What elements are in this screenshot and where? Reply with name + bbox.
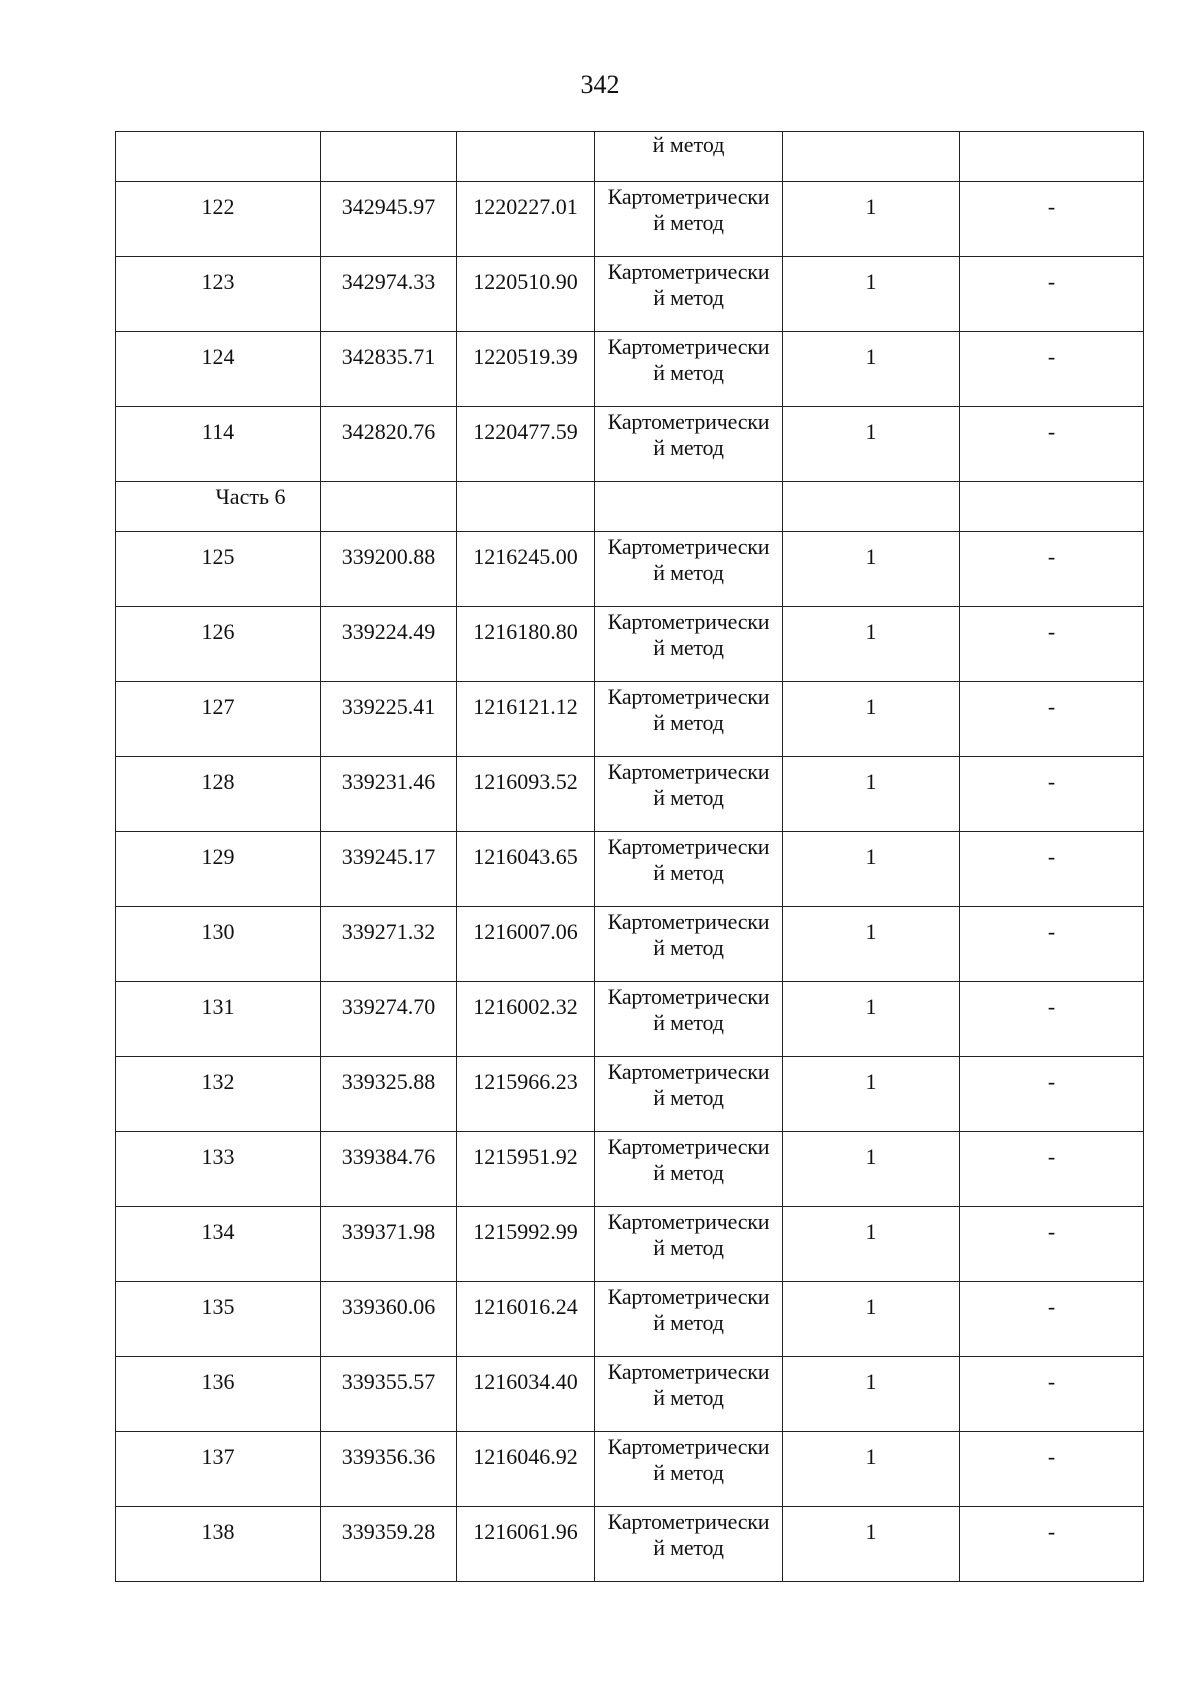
description-value: - — [1047, 344, 1056, 369]
accuracy-cell — [783, 607, 960, 682]
y-value: 1220477.59 — [473, 419, 578, 444]
point-value: 114 — [201, 419, 235, 444]
accuracy-value: 1 — [865, 769, 877, 794]
accuracy-value: 1 — [865, 269, 877, 294]
description-value: - — [1047, 269, 1056, 294]
y-value: 1216093.52 — [473, 769, 578, 794]
accuracy-value: 1 — [865, 419, 877, 444]
point-value: 135 — [201, 1294, 235, 1319]
x-cell — [321, 607, 457, 682]
y-value: 1220510.90 — [473, 269, 578, 294]
x-value: 339231.46 — [341, 769, 436, 794]
x-cell — [321, 907, 457, 982]
method-line-2: й метод — [653, 1160, 724, 1185]
description-value: - — [1047, 994, 1056, 1019]
x-cell — [321, 982, 457, 1057]
table-row — [116, 1207, 1144, 1282]
point-value: 132 — [201, 1069, 235, 1094]
description-value: - — [1047, 1144, 1056, 1169]
accuracy-cell — [783, 407, 960, 482]
accuracy-value: 1 — [865, 1294, 877, 1319]
method-text — [595, 1132, 782, 1186]
method-text — [595, 1207, 782, 1261]
accuracy-value: 1 — [865, 1519, 877, 1544]
x-cell — [321, 1507, 457, 1582]
table-row — [116, 1282, 1144, 1357]
description-value: - — [1047, 769, 1056, 794]
method-cell — [595, 1057, 783, 1132]
method-text — [595, 832, 782, 886]
method-text — [595, 532, 782, 586]
method-text — [595, 982, 782, 1036]
y-cell — [457, 1507, 595, 1582]
accuracy-cell — [783, 1132, 960, 1207]
y-cell — [457, 1132, 595, 1207]
method-line-2: й метод — [653, 1085, 724, 1110]
method-cell — [595, 1282, 783, 1357]
point-value: 129 — [201, 844, 235, 869]
accuracy-cell — [783, 1507, 960, 1582]
method-cell — [595, 182, 783, 257]
description-cell — [960, 832, 1144, 907]
part-label: Часть 6 — [215, 484, 286, 509]
table-row — [116, 532, 1144, 607]
method-cell — [595, 832, 783, 907]
method-line-1: Картометрически — [607, 184, 770, 209]
y-cell — [457, 332, 595, 407]
table-row — [116, 682, 1144, 757]
x-cell — [321, 1432, 457, 1507]
method-cell — [595, 1207, 783, 1282]
description-cell — [960, 1207, 1144, 1282]
accuracy-value: 1 — [865, 694, 877, 719]
accuracy-value: 1 — [865, 994, 877, 1019]
accuracy-cell — [783, 1207, 960, 1282]
x-value: 339224.49 — [341, 619, 436, 644]
accuracy-value: 1 — [865, 619, 877, 644]
description-cell — [960, 1507, 1144, 1582]
description-value: - — [1047, 419, 1056, 444]
point-value: 126 — [201, 619, 235, 644]
description-value: - — [1047, 194, 1056, 219]
method-cell — [595, 332, 783, 407]
y-cell — [457, 832, 595, 907]
method-line-1: Картометрически — [607, 1059, 770, 1084]
y-cell — [457, 407, 595, 482]
point-value: 123 — [201, 269, 235, 294]
method-cell — [595, 907, 783, 982]
point-cell — [116, 1132, 321, 1207]
x-cell — [321, 1207, 457, 1282]
accuracy-cell — [783, 907, 960, 982]
table-row — [116, 607, 1144, 682]
method-line-2: й метод — [653, 210, 724, 235]
x-cell — [321, 1357, 457, 1432]
method-line-1: Картометрически — [607, 684, 770, 709]
x-value: 339359.28 — [341, 1519, 436, 1544]
accuracy-cell — [783, 1282, 960, 1357]
method-line-2: й метод — [653, 860, 724, 885]
table-body — [116, 132, 1144, 1582]
method-line-2: й метод — [653, 1535, 724, 1560]
description-cell — [960, 1357, 1144, 1432]
point-value: 134 — [201, 1219, 235, 1244]
method-cell — [595, 132, 783, 182]
x-value: 342820.76 — [341, 419, 436, 444]
description-cell — [960, 1132, 1144, 1207]
part-header-row — [116, 482, 1144, 532]
x-cell — [321, 1282, 457, 1357]
point-value: 122 — [201, 194, 235, 219]
accuracy-value: 1 — [865, 1444, 877, 1469]
accuracy-cell — [783, 182, 960, 257]
description-cell — [960, 982, 1144, 1057]
point-cell — [116, 907, 321, 982]
point-value: 124 — [201, 344, 235, 369]
y-cell — [457, 532, 595, 607]
y-value: 1215966.23 — [473, 1069, 578, 1094]
method-line-1: Картометрически — [607, 609, 770, 634]
accuracy-value: 1 — [865, 844, 877, 869]
y-value: 1216034.40 — [473, 1369, 578, 1394]
point-value: 125 — [201, 544, 235, 569]
table-row — [116, 257, 1144, 332]
y-cell — [457, 982, 595, 1057]
point-cell — [116, 1057, 321, 1132]
method-cell — [595, 532, 783, 607]
table-row — [116, 1507, 1144, 1582]
x-value: 339271.32 — [341, 919, 436, 944]
accuracy-cell — [783, 1357, 960, 1432]
accuracy-value: 1 — [865, 544, 877, 569]
point-cell — [116, 607, 321, 682]
accuracy-cell — [783, 132, 960, 182]
description-cell — [960, 1432, 1144, 1507]
method-line-1: Картометрически — [607, 1509, 770, 1534]
method-line-2: й метод — [653, 285, 724, 310]
point-cell — [116, 257, 321, 332]
description-cell — [960, 532, 1144, 607]
y-value: 1215992.99 — [473, 1219, 578, 1244]
description-cell — [960, 482, 1144, 532]
x-value: 339360.06 — [341, 1294, 436, 1319]
x-value: 339356.36 — [341, 1444, 436, 1469]
method-line-1: Картометрически — [607, 984, 770, 1009]
x-cell — [321, 682, 457, 757]
y-cell — [457, 907, 595, 982]
accuracy-value: 1 — [865, 1069, 877, 1094]
method-line-1: Картометрически — [607, 259, 770, 284]
table-row — [116, 982, 1144, 1057]
table-row — [116, 182, 1144, 257]
table-row — [116, 757, 1144, 832]
method-text — [595, 607, 782, 661]
point-value: 133 — [201, 1144, 235, 1169]
y-cell — [457, 482, 595, 532]
description-cell — [960, 257, 1144, 332]
part-label-cell — [116, 482, 321, 532]
accuracy-value: 1 — [865, 1369, 877, 1394]
table-row — [116, 1357, 1144, 1432]
y-value: 1220519.39 — [473, 344, 578, 369]
accuracy-value: 1 — [865, 344, 877, 369]
method-line-2: й метод — [653, 435, 724, 460]
table-row-continued — [116, 132, 1144, 182]
table-row — [116, 1432, 1144, 1507]
method-text — [595, 407, 782, 461]
method-text — [595, 907, 782, 961]
y-cell — [457, 1282, 595, 1357]
y-cell — [457, 182, 595, 257]
accuracy-cell — [783, 532, 960, 607]
description-cell — [960, 1282, 1144, 1357]
x-value: 339371.98 — [341, 1219, 436, 1244]
method-line-2: й метод — [653, 1010, 724, 1035]
method-text — [595, 757, 782, 811]
method-cell — [595, 1357, 783, 1432]
y-value: 1216046.92 — [473, 1444, 578, 1469]
description-value: - — [1047, 1069, 1056, 1094]
method-cell — [595, 982, 783, 1057]
method-line-1: Картометрически — [607, 334, 770, 359]
description-cell — [960, 1057, 1144, 1132]
point-cell — [116, 832, 321, 907]
method-line-1: Картометрически — [607, 1434, 770, 1459]
accuracy-value: 1 — [865, 1219, 877, 1244]
method-cell — [595, 757, 783, 832]
point-value: 130 — [201, 919, 235, 944]
method-line-2: й метод — [653, 1385, 724, 1410]
point-cell — [116, 1357, 321, 1432]
point-value: 131 — [201, 994, 235, 1019]
table-row — [116, 407, 1144, 482]
y-value: 1216007.06 — [473, 919, 578, 944]
method-cell — [595, 1132, 783, 1207]
method-line-1: Картометрически — [607, 1359, 770, 1384]
y-value: 1220227.01 — [473, 194, 578, 219]
accuracy-cell — [783, 1057, 960, 1132]
x-cell — [321, 532, 457, 607]
description-value: - — [1047, 1294, 1056, 1319]
y-cell — [457, 1432, 595, 1507]
y-cell — [457, 1207, 595, 1282]
method-cell — [595, 1507, 783, 1582]
accuracy-value: 1 — [865, 194, 877, 219]
accuracy-value: 1 — [865, 919, 877, 944]
point-cell — [116, 1207, 321, 1282]
x-value: 342945.97 — [341, 194, 436, 219]
method-cell — [595, 407, 783, 482]
x-value: 339200.88 — [341, 544, 436, 569]
method-line-1: Картометрически — [607, 409, 770, 434]
method-text — [595, 682, 782, 736]
description-cell — [960, 182, 1144, 257]
point-value: 128 — [201, 769, 235, 794]
table-row — [116, 907, 1144, 982]
y-cell — [457, 257, 595, 332]
description-cell — [960, 332, 1144, 407]
x-cell — [321, 832, 457, 907]
method-line-1: Картометрически — [607, 759, 770, 784]
point-cell — [116, 1282, 321, 1357]
y-value: 1216245.00 — [473, 544, 578, 569]
point-cell — [116, 132, 321, 182]
description-value: - — [1047, 1519, 1056, 1544]
accuracy-cell — [783, 482, 960, 532]
method-cell — [595, 482, 783, 532]
method-line-2: й метод — [653, 360, 724, 385]
x-value: 339355.57 — [341, 1369, 436, 1394]
y-value: 1216121.12 — [473, 694, 578, 719]
description-cell — [960, 607, 1144, 682]
description-value: - — [1047, 544, 1056, 569]
table-row — [116, 1132, 1144, 1207]
accuracy-cell — [783, 332, 960, 407]
table-row — [116, 832, 1144, 907]
description-value: - — [1047, 844, 1056, 869]
method-text — [595, 1357, 782, 1411]
method-text — [595, 1282, 782, 1336]
accuracy-cell — [783, 257, 960, 332]
description-cell — [960, 682, 1144, 757]
table-row — [116, 332, 1144, 407]
y-value: 1216180.80 — [473, 619, 578, 644]
description-value: - — [1047, 619, 1056, 644]
y-cell — [457, 132, 595, 182]
coordinates-table — [115, 131, 1144, 1582]
method-text — [595, 1507, 782, 1561]
accuracy-cell — [783, 982, 960, 1057]
method-line-1: Картометрически — [607, 1134, 770, 1159]
accuracy-cell — [783, 757, 960, 832]
method-text — [595, 332, 782, 386]
point-cell — [116, 332, 321, 407]
method-text — [595, 257, 782, 311]
method-text — [595, 1432, 782, 1486]
x-cell — [321, 407, 457, 482]
table-row — [116, 1057, 1144, 1132]
point-value: 137 — [201, 1444, 235, 1469]
description-value: - — [1047, 1369, 1056, 1394]
x-value: 342974.33 — [341, 269, 436, 294]
description-value: - — [1047, 919, 1056, 944]
description-value: - — [1047, 1444, 1056, 1469]
x-cell — [321, 257, 457, 332]
page-number: 342 — [580, 70, 620, 99]
x-cell — [321, 757, 457, 832]
method-cell — [595, 682, 783, 757]
method-line-2: й метод — [653, 935, 724, 960]
y-cell — [457, 682, 595, 757]
description-cell — [960, 907, 1144, 982]
description-value: - — [1047, 1219, 1056, 1244]
method-text — [595, 182, 782, 236]
description-cell — [960, 757, 1144, 832]
point-cell — [116, 532, 321, 607]
point-cell — [116, 407, 321, 482]
accuracy-cell — [783, 1432, 960, 1507]
x-cell — [321, 332, 457, 407]
y-value: 1216002.32 — [473, 994, 578, 1019]
y-value: 1216016.24 — [473, 1294, 578, 1319]
y-value: 1216043.65 — [473, 844, 578, 869]
x-value: 339274.70 — [341, 994, 436, 1019]
accuracy-value: 1 — [865, 1144, 877, 1169]
method-line-1: Картометрически — [607, 834, 770, 859]
point-value: 136 — [201, 1369, 235, 1394]
method-line-2: й метод — [653, 560, 724, 585]
description-cell — [960, 132, 1144, 182]
x-value: 339225.41 — [341, 694, 436, 719]
method-cell — [595, 607, 783, 682]
y-cell — [457, 607, 595, 682]
point-cell — [116, 1507, 321, 1582]
method-cell — [595, 257, 783, 332]
point-value: 127 — [201, 694, 235, 719]
description-cell — [960, 407, 1144, 482]
method-line-2: й метод — [653, 785, 724, 810]
x-cell — [321, 1057, 457, 1132]
y-cell — [457, 1357, 595, 1432]
description-value: - — [1047, 694, 1056, 719]
y-value: 1216061.96 — [473, 1519, 578, 1544]
y-cell — [457, 757, 595, 832]
point-cell — [116, 682, 321, 757]
point-cell — [116, 1432, 321, 1507]
point-cell — [116, 982, 321, 1057]
method-line-2: й метод — [653, 635, 724, 660]
accuracy-cell — [783, 832, 960, 907]
x-cell — [321, 482, 457, 532]
y-value: 1215951.92 — [473, 1144, 578, 1169]
y-cell — [457, 1057, 595, 1132]
method-line-1: Картометрически — [607, 534, 770, 559]
method-line-2: й метод — [653, 1310, 724, 1335]
x-value: 339384.76 — [341, 1144, 436, 1169]
method-line-2: й метод — [653, 1235, 724, 1260]
point-value: 138 — [201, 1519, 235, 1544]
method-line-1: Картометрически — [607, 909, 770, 934]
method-line-2: й метод — [653, 1460, 724, 1485]
method-text — [595, 1057, 782, 1111]
method-cell — [595, 1432, 783, 1507]
point-cell — [116, 757, 321, 832]
method-text: й метод — [652, 132, 725, 157]
x-cell — [321, 132, 457, 182]
x-value: 342835.71 — [341, 344, 436, 369]
x-cell — [321, 1132, 457, 1207]
method-line-1: Картометрически — [607, 1209, 770, 1234]
method-line-2: й метод — [653, 710, 724, 735]
point-cell — [116, 182, 321, 257]
x-cell — [321, 182, 457, 257]
x-value: 339245.17 — [341, 844, 436, 869]
x-value: 339325.88 — [341, 1069, 436, 1094]
accuracy-cell — [783, 682, 960, 757]
method-line-1: Картометрически — [607, 1284, 770, 1309]
